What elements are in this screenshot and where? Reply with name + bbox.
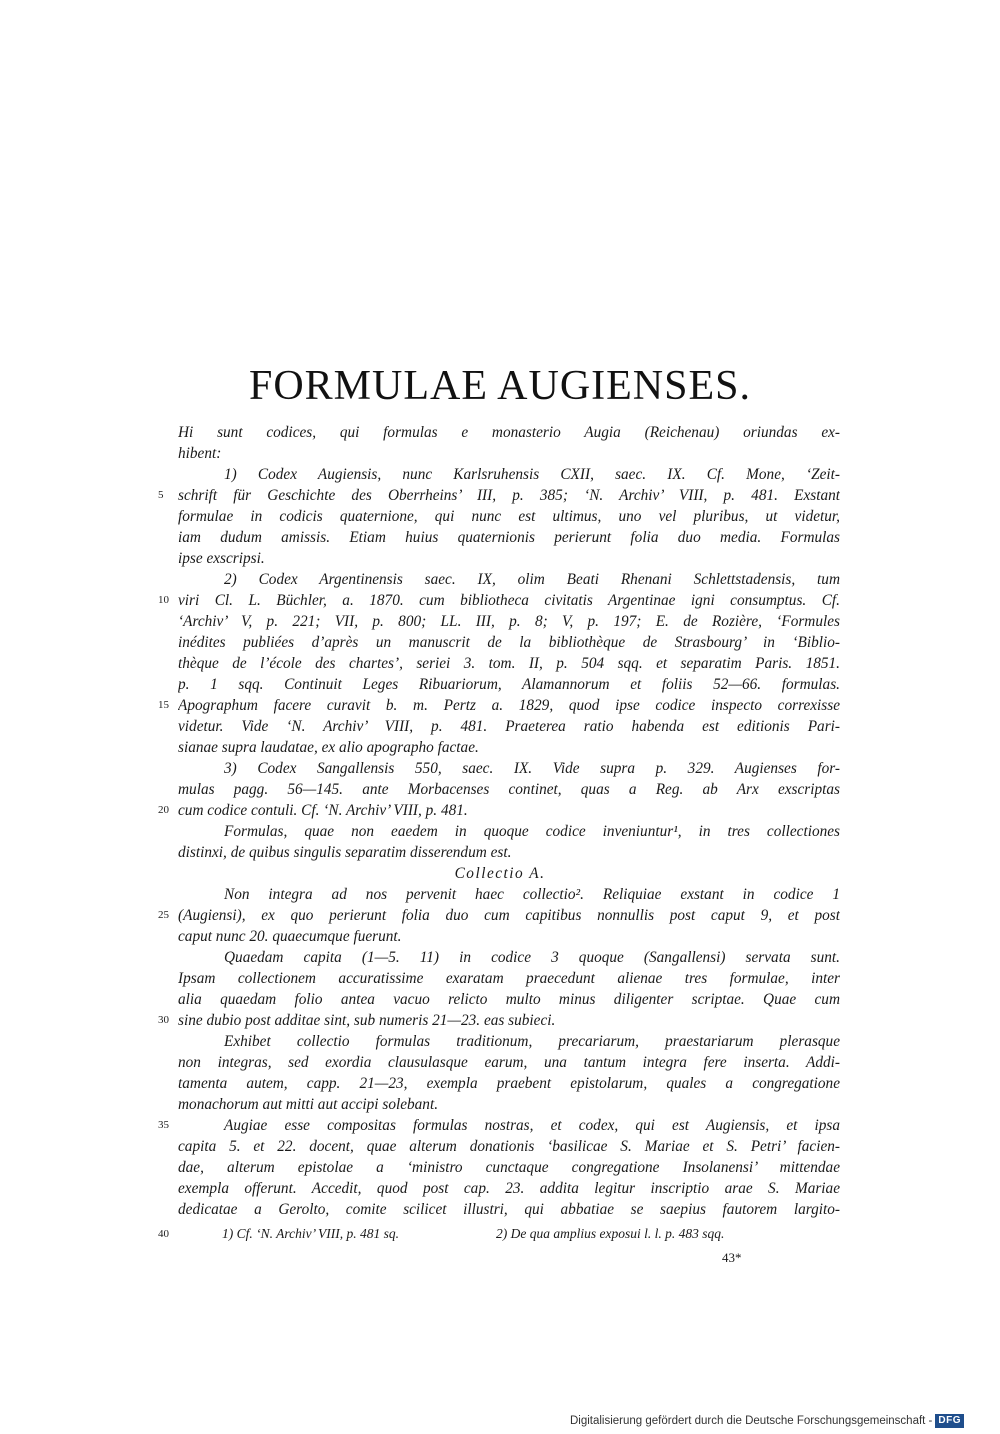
text-line: schrift für Geschichte des Oberrheins’ III, p. 385; ‘N. Archiv’ VIII, p. 481. Exstant: [178, 487, 840, 504]
text-line: hibent:: [178, 445, 222, 462]
text-line: iam dudum amissis. Etiam huius quaternionis perierunt folia duo media. Formulas: [178, 529, 840, 546]
page-number: 43*: [722, 1250, 742, 1265]
line-number: 30: [158, 1014, 169, 1026]
text-line: monachorum aut mitti aut accipi solebant.: [178, 1096, 439, 1113]
text-line: 1) Codex Augiensis, nunc Karlsruhensis CXII, saec. IX. Cf. Mone, ‘Zeit-: [224, 466, 840, 483]
text-line: ipse exscripsi.: [178, 550, 265, 567]
footer-text: Digitalisierung gefördert durch die Deutsche Forschungsgemeinschaft -: [569, 1415, 933, 1427]
text-line: exempla offerunt. Accedit, quod post cap. 23. addita legitur inscriptio arae S. Mariae: [178, 1180, 840, 1197]
footnotes: [178, 1224, 840, 1244]
funding-footer: [570, 1413, 964, 1429]
page-title: FORMULAE AUGIENSES.: [248, 363, 752, 409]
text-line: Formulas, quae non eaedem in quoque codice inveniuntur¹, in tres collectiones: [224, 823, 840, 840]
line-number: 40: [158, 1228, 169, 1240]
text-line: Quaedam capita (1—5. 11) in codice 3 quoque (Sangallensi) servata sunt.: [224, 949, 840, 966]
text-line: Ipsam collectionem accuratissime exaratam praecedunt alienae tres formulae, inter: [178, 970, 840, 987]
dfg-logo-icon: DFG: [935, 1414, 964, 1428]
text-line: p. 1 sqq. Continuit Leges Ribuariorum, Alamannorum et foliis 52—66. formulas.: [178, 676, 840, 693]
line-number: 25: [158, 909, 169, 921]
footnote-1: 1) Cf. ‘N. Archiv’ VIII, p. 481 sq.: [222, 1226, 399, 1241]
line-number: 5: [158, 489, 164, 501]
text-line: dae, alterum epistolae a ‘ministro cunctaque congregatione Insolanensi’ mittendae: [178, 1159, 840, 1176]
text-line: non integras, sed exordia clausulasque earum, una tantum integra fere inserta. Addi-: [178, 1054, 840, 1071]
text-line: capita 5. et 22. docent, quae alterum donationis ‘basilicae S. Mariae et S. Petri’ facien-: [178, 1138, 840, 1155]
text-line: formulae in codicis quaternione, qui nunc est ultimus, uno vel pluribus, ut videtur,: [178, 508, 840, 525]
text-line: distinxi, de quibus singulis separatim disserendum est.: [178, 844, 512, 861]
text-line: dedicatae a Geroltο, comite scilicet illustri, qui abbatiae se saepius fautorem largito-: [178, 1201, 840, 1218]
section-heading: Collectio A.: [454, 865, 546, 882]
text-line: Apographum facere curavit b. m. Pertz a. 1829, quod ipse codice inspecto correxisse: [178, 697, 840, 714]
text-line: sine dubio post additae sint, sub numeris 21—23. eas subieci.: [178, 1012, 556, 1029]
text-line: alia quaedam folio antea vacuo relicto multo minus diligenter scriptae. Quae cum: [178, 991, 840, 1008]
line-number: 10: [158, 594, 169, 606]
text-line: videtur. Vide ‘N. Archiv’ VIII, p. 481. Praeterea ratio habenda est editionis Pari-: [178, 718, 840, 735]
text-line: Hi sunt codices, qui formulas e monasterio Augia (Reichenau) oriundas ex-: [178, 424, 840, 441]
text-line: Non integra ad nos pervenit haec collectio². Reliquiae exstant in codice 1: [224, 886, 840, 903]
text-line: ‘Archiv’ V, p. 221; VII, p. 800; LL. III, p. 8; V, p. 197; E. de Rozière, ‘Formules: [178, 613, 840, 630]
text-line: sianae supra laudatae, ex alio apographo factae.: [178, 739, 479, 756]
text-line: 2) Codex Argentinensis saec. IX, olim Beati Rhenani Schlettstadensis, tum: [224, 571, 840, 588]
line-number: 35: [158, 1119, 169, 1131]
line-number: 15: [158, 699, 169, 711]
text-line: mulas pagg. 56—145. ante Morbacenses continet, quas a Reg. ab Arx exscriptas: [178, 781, 840, 798]
footnote-2: 2) De qua amplius exposui l. l. p. 483 sqq.: [496, 1226, 725, 1241]
text-line: thèque de l’école des chartes’, seriei 3. tom. II, p. 504 sqq. et separatim Paris. 1851.: [178, 655, 840, 672]
text-line: Augiae esse compositas formulas nostras, et codex, qui est Augiensis, et ipsa: [224, 1117, 840, 1134]
text-line: viri Cl. L. Büchler, a. 1870. cum bibliotheca civitatis Argentinae igni consumptus. Cf.: [178, 592, 840, 609]
text-line: cum codice contuli. Cf. ‘N. Archiv’ VIII, p. 481.: [178, 802, 468, 819]
text-line: 3) Codex Sangallensis 550, saec. IX. Vide supra p. 329. Augienses for-: [224, 760, 840, 777]
text-line: caput nunc 20. quaecumque fuerunt.: [178, 928, 402, 945]
text-line: Exhibet collectio formulas traditionum, precariarum, praestariarum plerasque: [224, 1033, 840, 1050]
text-line: tamenta autem, capp. 21—23, exempla praebent epistolarum, quales a congregatione: [178, 1075, 840, 1092]
text-line: inédites publiées d’après un manuscrit de la bibliothèque de Strasbourg’ in ‘Biblio-: [178, 634, 840, 651]
text-line: (Augiensi), ex quo perierunt folia duo cum capitibus nonnullis post caput 9, et post: [178, 907, 840, 924]
line-number: 20: [158, 804, 169, 816]
